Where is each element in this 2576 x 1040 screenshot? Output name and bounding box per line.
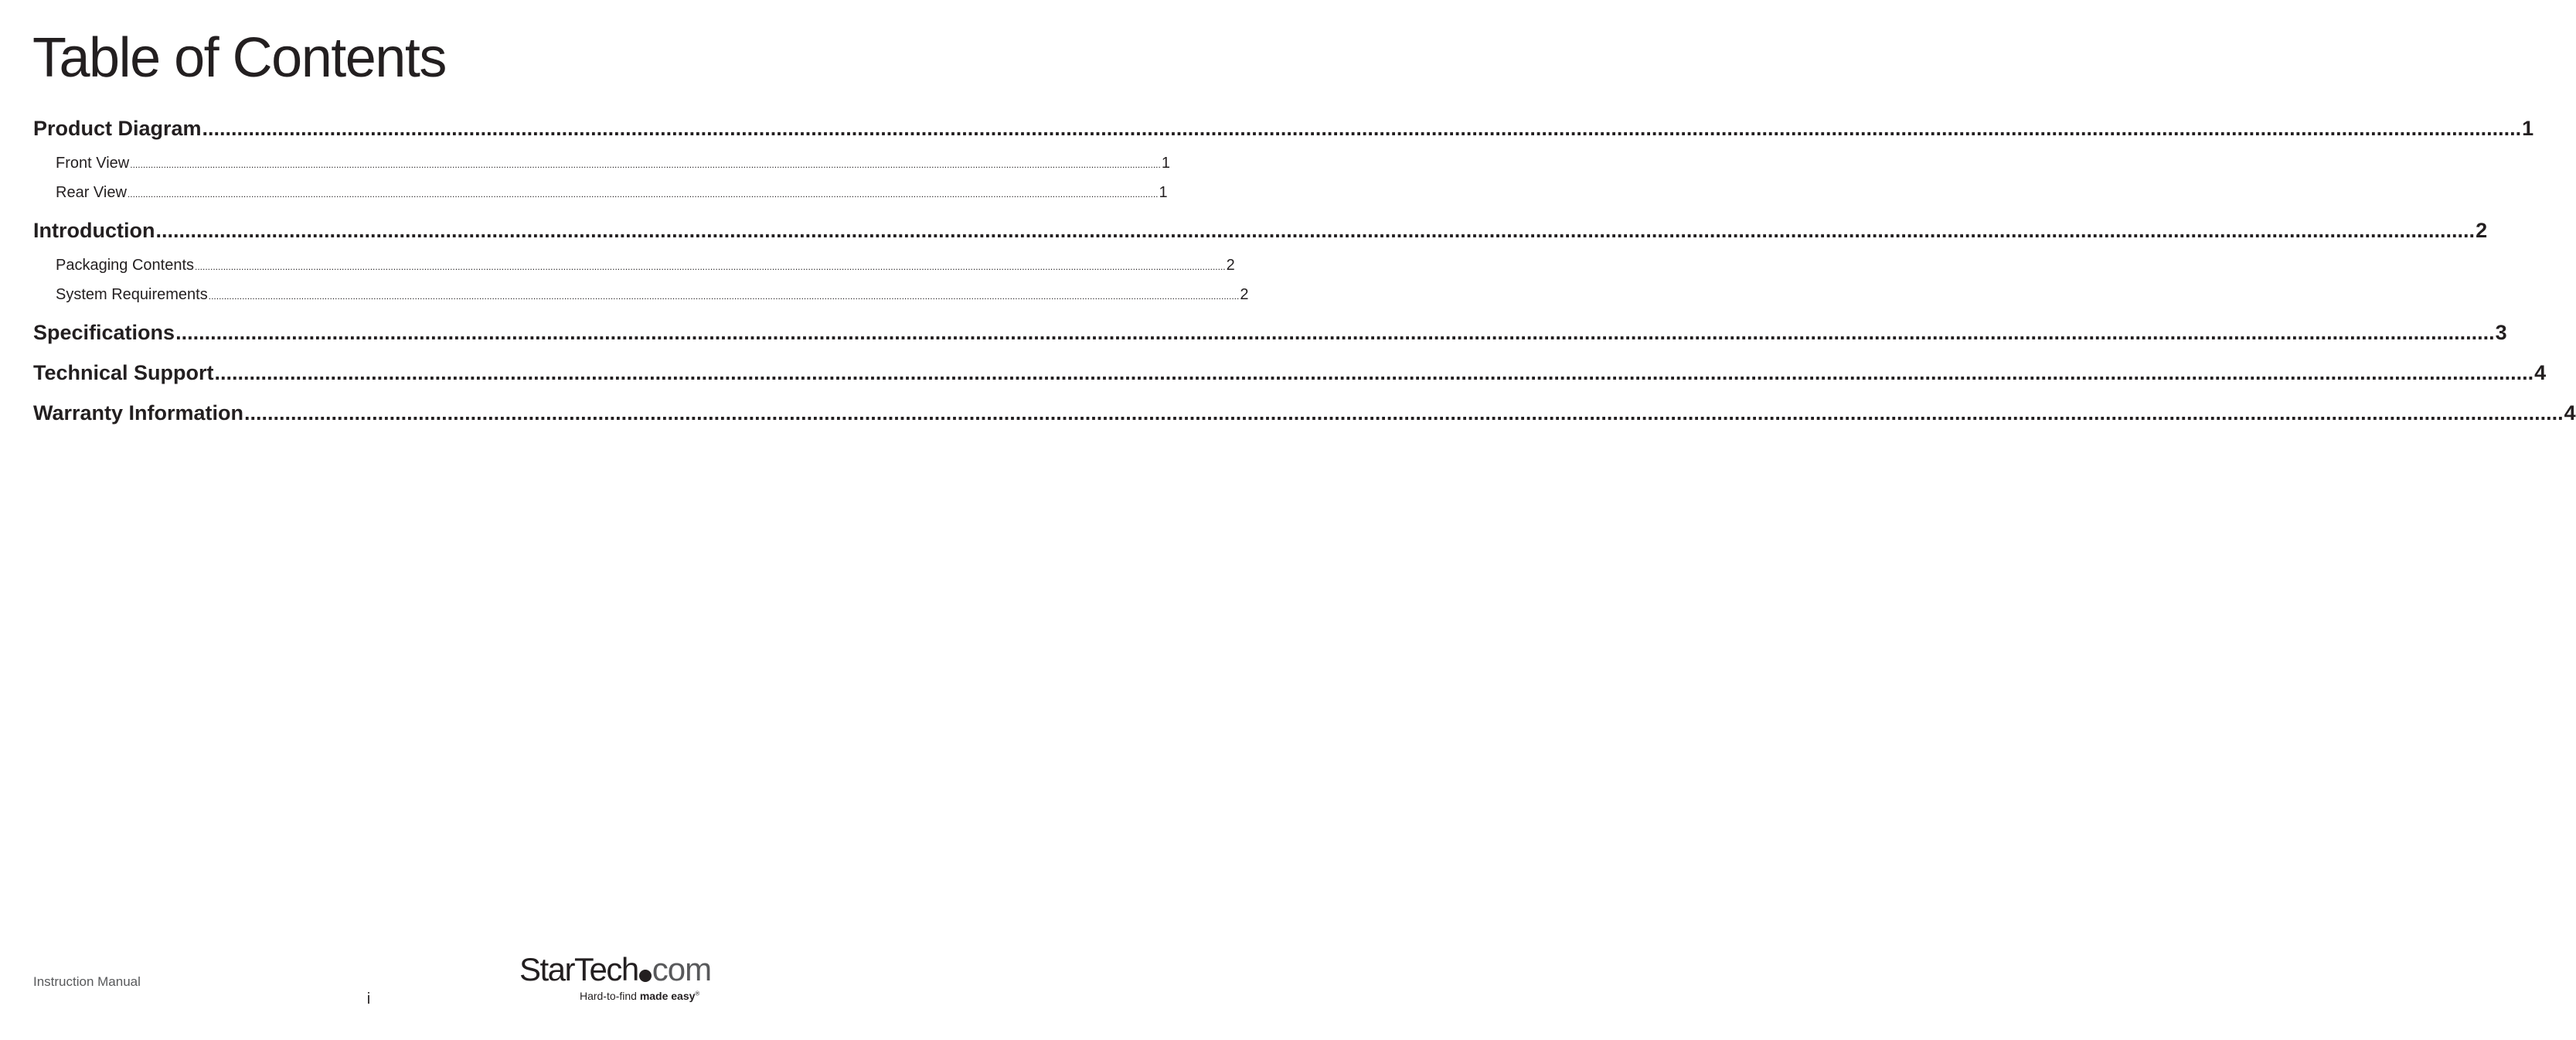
footer-document-label: Instruction Manual bbox=[33, 974, 141, 989]
toc-entry-title: Warranty Information bbox=[33, 401, 244, 425]
toc-entry-page: 1 bbox=[1161, 155, 1170, 172]
toc-entry-title: Front View bbox=[56, 155, 130, 172]
logo-dot-icon bbox=[639, 970, 652, 982]
toc-entry-product-diagram[interactable] bbox=[33, 108, 2534, 148]
dot-leader: ................................................................................................................................................................................................................................................................................................................................................................................................................ bbox=[195, 261, 1226, 272]
toc-entry-title: Introduction bbox=[33, 219, 155, 242]
toc-entry-page: 2 bbox=[1240, 286, 1249, 303]
toc-entry-system-requirements[interactable] bbox=[33, 280, 1249, 309]
toc-entry-packaging-contents[interactable] bbox=[33, 251, 1235, 280]
page-title: Table of Contents bbox=[32, 27, 446, 89]
logo-tagline-light: Hard-to-find bbox=[580, 990, 640, 1002]
logo-tagline bbox=[580, 990, 699, 1002]
registered-mark: ® bbox=[695, 990, 700, 997]
dot-leader: ................................................................................................................................................................................................................................................................................................................................................................................................................ bbox=[214, 361, 2534, 384]
toc-entry-technical-support[interactable] bbox=[33, 353, 2547, 393]
toc-entry-page: 3 bbox=[2495, 321, 2507, 344]
dot-leader: ................................................................................................................................................................................................................................................................................................................................................................................................................ bbox=[208, 291, 1240, 302]
toc-entry-title: Technical Support bbox=[33, 361, 214, 384]
dot-leader: ................................................................................................................................................................................................................................................................................................................................................................................................................ bbox=[175, 321, 2495, 344]
toc-entry-rear-view[interactable] bbox=[33, 178, 1168, 207]
dot-leader: ................................................................................................................................................................................................................................................................................................................................................................................................................ bbox=[127, 189, 1159, 199]
toc-entry-page: 4 bbox=[2534, 361, 2547, 384]
toc-entry-page: 1 bbox=[1159, 184, 1168, 201]
logo-brand-suffix: com bbox=[652, 951, 712, 987]
toc-entry-title: Specifications bbox=[33, 321, 175, 344]
logo-wordmark bbox=[519, 950, 711, 990]
table-of-contents bbox=[33, 108, 2576, 433]
dot-leader: ................................................................................................................................................................................................................................................................................................................................................................................................................ bbox=[130, 159, 1161, 170]
toc-entry-title: System Requirements bbox=[56, 286, 208, 303]
toc-entry-introduction[interactable] bbox=[33, 210, 2488, 251]
startech-logo bbox=[518, 950, 712, 1011]
logo-brand-main: StarTech bbox=[519, 951, 638, 987]
page-number: i bbox=[366, 991, 371, 1008]
toc-entry-page: 4 bbox=[2564, 401, 2576, 425]
toc-entry-specifications[interactable] bbox=[33, 312, 2507, 353]
logo-tagline-strong: made easy bbox=[639, 990, 696, 1002]
toc-entry-warranty-information[interactable] bbox=[33, 393, 2576, 433]
toc-entry-page: 2 bbox=[1226, 257, 1235, 274]
toc-entry-front-view[interactable] bbox=[33, 148, 1170, 178]
dot-leader: ................................................................................................................................................................................................................................................................................................................................................................................................................ bbox=[202, 117, 2522, 140]
dot-leader: ................................................................................................................................................................................................................................................................................................................................................................................................................ bbox=[244, 401, 2564, 425]
toc-entry-title: Product Diagram bbox=[33, 117, 202, 140]
toc-entry-title: Packaging Contents bbox=[56, 257, 195, 274]
toc-entry-page: 1 bbox=[2522, 117, 2534, 140]
toc-entry-page: 2 bbox=[2476, 219, 2488, 242]
dot-leader: ................................................................................................................................................................................................................................................................................................................................................................................................................ bbox=[155, 219, 2476, 242]
toc-entry-title: Rear View bbox=[56, 184, 127, 201]
